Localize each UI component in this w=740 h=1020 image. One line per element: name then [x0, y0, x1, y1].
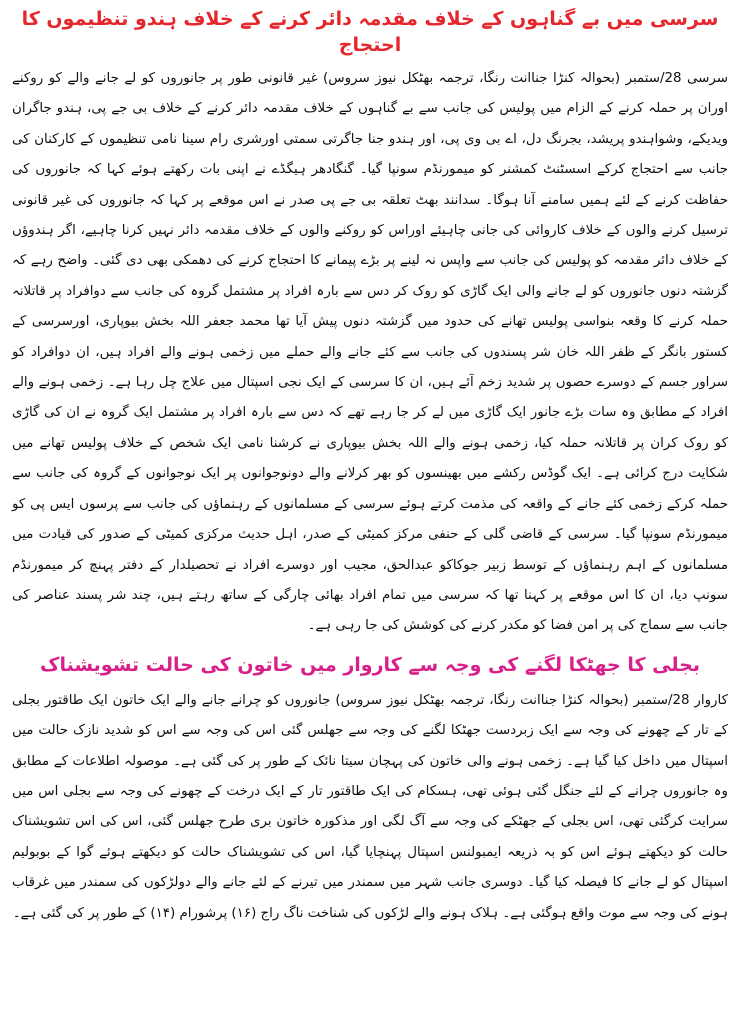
article-body-sirsi: سرسی 28/ستمبر (بحوالہ کنڑا جناانت رنگا، ترجمہ بھٹکل نیوز سروس) غیر قانونی طور پر جانوروں کو لے جانے والے کو روکنے اوران پر حملہ کرنے کے الزام میں پولیس کی جانب سے بے گناہوں کے خلاف مقدمہ دائر کرنے کے خلاف بی جے پی، ہندو جاگران ویدیکے، وشواہندو پریشد، بجرنگ دل، اے بی وی پی، اور ہندو جنا جاگرتی سمتی اورشری رام سینا نامی تنظیموں کے کارکنان کی جانب سے احتجاج کرکے اسسٹنٹ کمشنر کو میمورنڈم سونپا گیا۔ گنگادھر ہیگڈے نے اپنی بات رکھتے ہوئے کہا کہ جانوروں کی حفاظت کرنے کے لئے ہمیں سامنے آنا ہوگا۔ سدانند بھٹ تعلقہ بی جے پی صدر نے اس موقعے پر کہا کہ جانوروں کی غیر قانونی ترسیل کرنے والوں کے خلاف کاروائی کی جانی چاہیئے اوراس کو روکنے والوں کے خلاف مقدمہ دائر نہیں کرنا چاہیے، اگر ہندوؤں کے خلاف دائر مقدمہ کو پولیس کی جانب سے واپس نہ لینے پر بڑے پیمانے کا احتجاج کرنے کی دھمکی بھی دی گئی۔ واضح رہے کہ گزشتہ دنوں جانوروں کو لے جانے والی ایک گاڑی کو روک کر دس سے بارہ افراد پر مشتمل گروہ کی جانب سے دوافراد پر قاتلانہ حملہ کرنے کا وقعہ بنواسی پولیس تھانے کی حدود میں گزشتہ دنوں پیش آیا تھا محمد جعفر اللہ بخش بیوپاری، اورسرسی کے کستور بانگر کے ظفر اللہ خان شر پسندوں کی جانب سے کئے جانے والے حملے میں زخمی ہونے والے افراد ہیں، ان دوافراد کو سراور جسم کے دوسرے حصوں پر شدید زخم آئے ہیں، ان کا سرسی کے ایک نجی اسپتال میں علاج چل رہا ہے۔ زخمی ہونے والے افراد کے مطابق وہ سات بڑے جانور ایک گاڑی میں لے کر جا رہے تھے کہ دس سے بارہ افراد پر مشتمل ایک گروہ نے ان کی گاڑی کو روک کران پر قاتلانہ حملہ کیا، زخمی ہونے والے اللہ بخش بیوپاری نے کرشنا نامی ایک شخص کے خلاف پولیس تھانے میں شکایت درج کرائی ہے۔ ایک گوڈس رکشے میں بھینسوں کو بھر کرلانے والے دونوجوانوں پر ایک نوجوانوں کے گروہ کی جانب سے حملہ کرکے زخمی کئے جانے کے واقعہ کی مذمت کرتے ہوئے سرسی کے مسلمانوں کے رہنماؤں کی جانب سے پرسوں ایس پی کو میمورنڈم سونپا گیا۔ سرسی کے قاضی گلی کے حنفی مرکز کمیٹی کے صدر، اہل حدیث مرکزی کمیٹی کے صدور کی قیادت میں مسلمانوں کے اہم رہنماؤں کے توسط زبیر جوکاکو عبدالحق، مجیب اور دوسرے افراد نے تحصیلدار کے دفتر پہنچ کر میمورنڈم سونپ دیا، ان کا اس موقعے پر کہنا تھا کہ سرسی میں تمام افراد بھائی چارگی کے ساتھ رہتے ہیں، چند شر پسند عناصر کی جانب سے سماج کی پر امن فضا کو مکدر کرنے کی کوشش کی جا رہی ہے۔ — [12, 71, 729, 634]
article-body-karwar: کاروار 28/ستمبر (بحوالہ کنڑا جناانت رنگا، ترجمہ بھٹکل نیوز سروس) جانوروں کو چرانے جانے والے ایک خاتون ایک طاقتور بجلی کے تار کے چھونے کی وجہ سے ایک زبردست جھٹکا لگنے کی وجہ سے جھلس گئی اس کی وجہ سے اس کو شدید نازک حالت میں اسپتال میں داخل کیا گیا ہے۔ زخمی ہونے والی خاتون کی پہچان سیتا نائک کے طور پر کی گئی ہے۔ موصولہ اطلاعات کے مطابق وہ جانوروں چرانے کے لئے جنگل گئی ہوئی تھی، ہسکام کی ایک طاقتور تار کے ایک درخت کے چھونے کی وجہ سے بجلی اس میں سرایت کرگئی تھی، اس بجلی کے جھٹکے کی وجہ سے آگ لگی اور مذکورہ خاتون بری طرح جھلس گئی، اس کی اس تشویشناک حالت کو دیکھتے ہوئے اس کو بہ ذریعہ ایمبولنس اسپتال پہنچایا گیا، اس کی تشویشناک حالت کو دیکھتے ہوئے گوا کے بوبولیم اسپتال کو لے جانے کا فیصلہ کیا گیا۔ دوسری جانب شہر میں سمندر میں تیرنے کے لئے جانے والے دولڑکوں کی سمندر میں غرقاب ہونے کی وجہ سے موت واقع ہوگئی ہے۔ ہلاک ہونے والے لڑکوں کی شناخت ناگ راج (۱۶) پرشورام (۱۴) کے طور پر کی گئی ہے۔ — [12, 692, 728, 921]
article-headline-sirsi: سرسی میں بے گناہوں کے خلاف مقدمہ دائر کرنے کے خلاف ہندو تنظیموں کا احتجاج — [21, 8, 719, 56]
article-karwar-electrocution — [12, 652, 728, 929]
article-sirsi-protest — [12, 6, 728, 642]
article-headline-karwar: بجلی کا جھٹکا لگنے کی وجہ سے کاروار میں خاتون کی حالت تشویشناک — [40, 653, 700, 676]
